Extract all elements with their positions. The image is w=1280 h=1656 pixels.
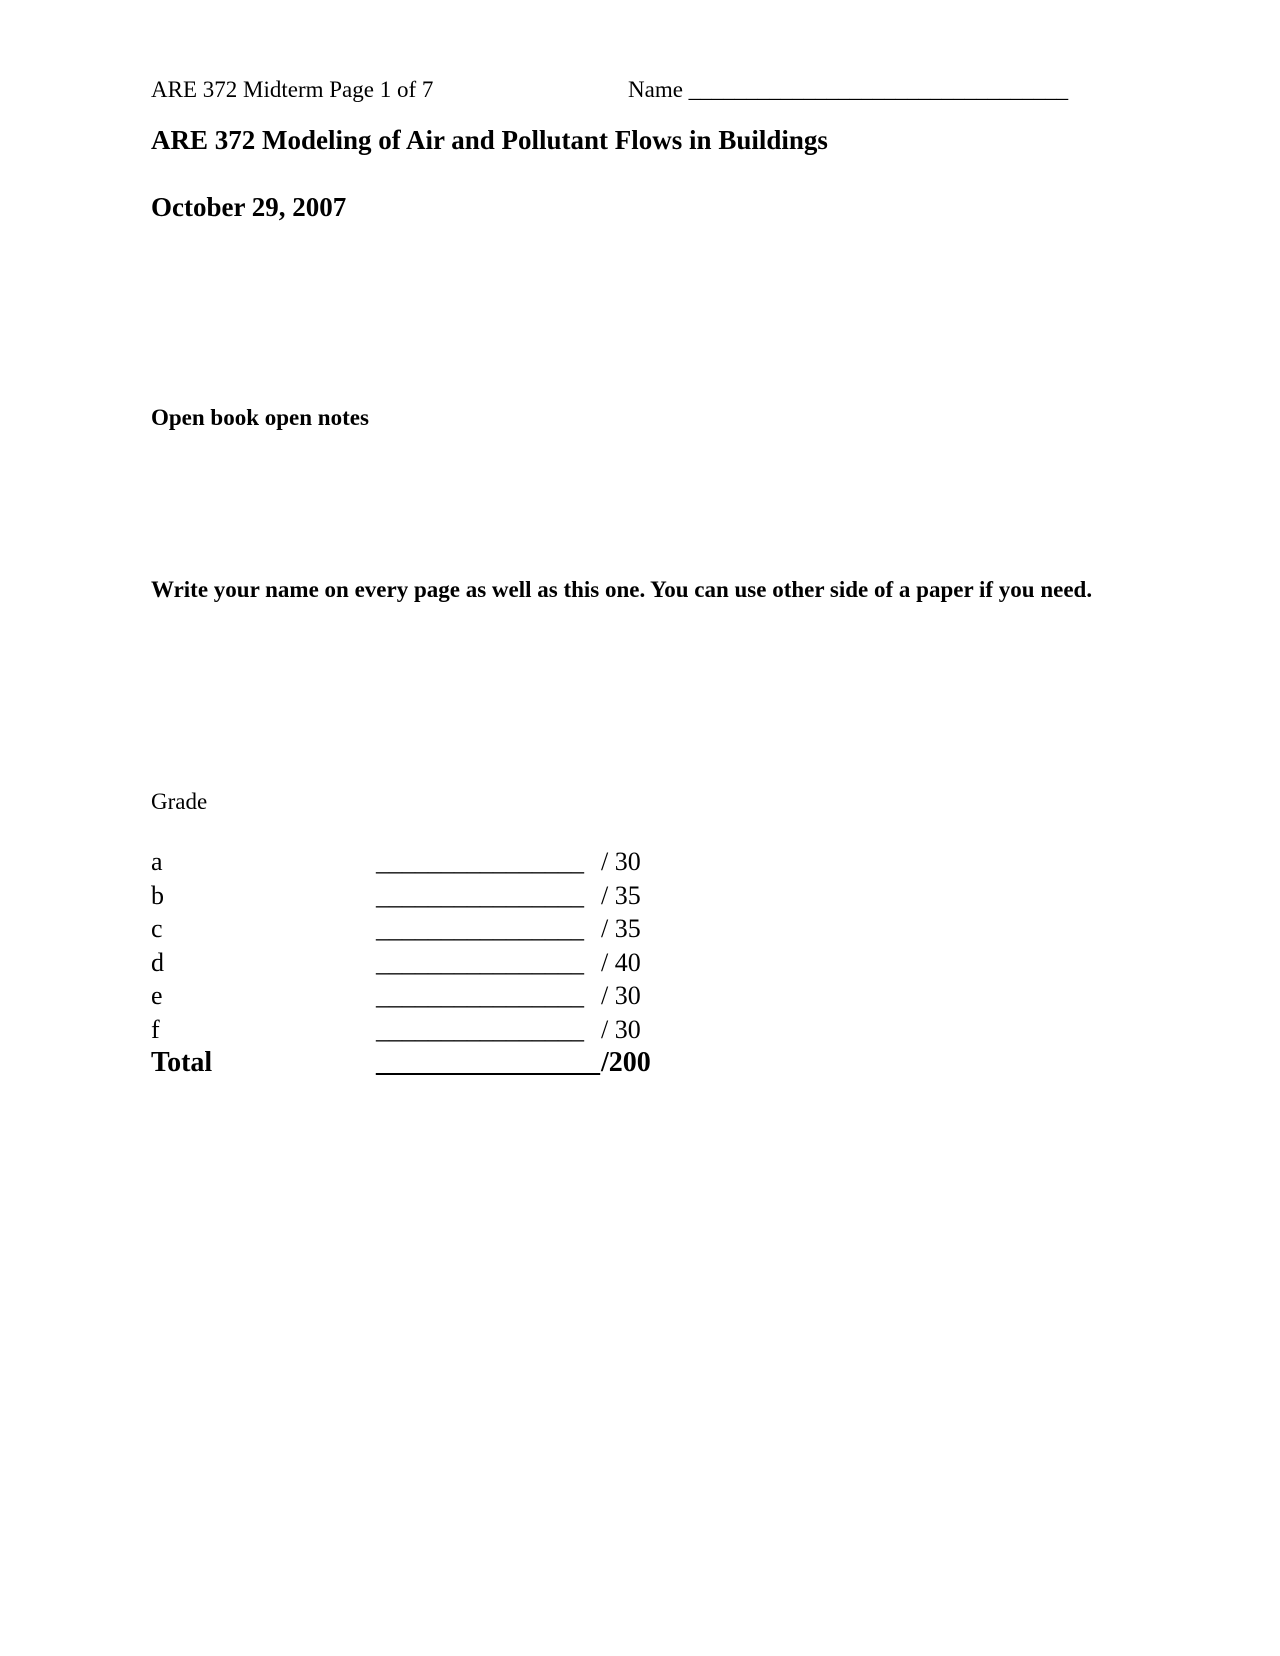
- score-blank: ________________: [376, 847, 584, 876]
- grade-label: Grade: [151, 789, 208, 814]
- score-blank: ________________: [376, 981, 584, 1010]
- score-blank: ________________: [376, 880, 584, 910]
- grade-row-a: [151, 845, 671, 879]
- exam-rules: Open book open notes: [151, 405, 369, 430]
- total-points: /200: [601, 1047, 651, 1078]
- max-points: / 35: [601, 880, 641, 910]
- document-title: ARE 372 Modeling of Air and Pollutant Flows in Buildings: [151, 125, 828, 155]
- total-score-blank: ________________: [376, 1047, 600, 1078]
- grade-item: c: [151, 914, 163, 943]
- grade-row-e: [151, 979, 671, 1013]
- max-points: / 30: [601, 1014, 641, 1044]
- grade-row-f: [151, 1013, 671, 1047]
- grade-row-total: [151, 1046, 671, 1080]
- score-blank: ________________: [376, 947, 584, 977]
- max-points: / 40: [601, 947, 641, 977]
- max-points: / 30: [601, 981, 641, 1010]
- instructions: Write your name on every page as well as this one. You can use other side of a paper if you need.: [151, 577, 1093, 602]
- score-blank: ________________: [376, 914, 584, 943]
- max-points: / 35: [601, 914, 641, 943]
- name-field: Name _________________________________: [628, 77, 1069, 102]
- grade-item: f: [151, 1014, 160, 1044]
- header-page-info: ARE 372 Midterm Page 1 of 7: [151, 77, 434, 102]
- grade-item: d: [151, 947, 164, 977]
- grade-row-b: [151, 879, 671, 913]
- grade-item: b: [151, 880, 164, 910]
- exam-date: October 29, 2007: [151, 192, 347, 222]
- score-blank: ________________: [376, 1014, 584, 1044]
- grade-item: e: [151, 981, 163, 1010]
- grade-total-label: Total: [151, 1047, 213, 1078]
- grade-table: [151, 845, 671, 1080]
- max-points: / 30: [601, 847, 641, 876]
- grade-item: a: [151, 847, 163, 876]
- grade-row-d: [151, 946, 671, 980]
- grade-row-c: [151, 912, 671, 946]
